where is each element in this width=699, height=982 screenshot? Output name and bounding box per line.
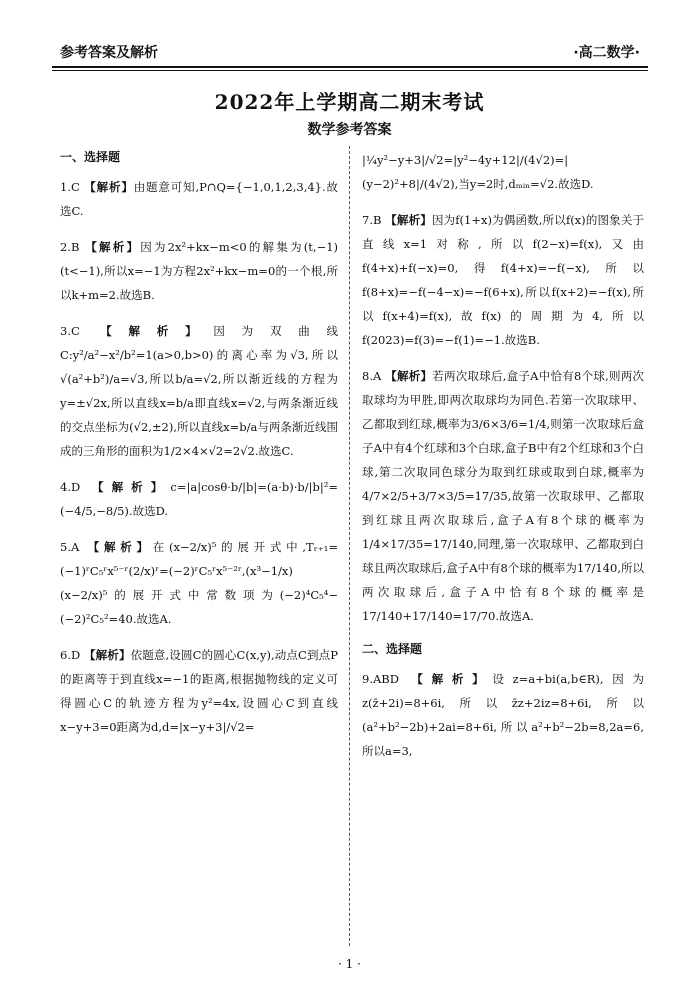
- analysis-tag: 【解析】: [91, 480, 171, 494]
- answer-text: 因为f(1+x)为偶函数,所以f(x)的图象关于直线x=1对称,所以f(2−x)=f(x),又由f(4+x)+f(−x)=0,得f(4+x)=−f(−x),所以f(8+x)=−f(−4−x)=−f(6+x),所以f(x+2)=−f(x),所以f(x+4)=f(x),故f(x)的周期为4,所以f(2023)=f(3)=−f(1)=−1.故选B.: [362, 213, 644, 347]
- answer-item: [60, 643, 338, 739]
- answer-item: [60, 175, 338, 223]
- analysis-tag: 【解析】: [385, 213, 432, 227]
- answer-item: [362, 667, 644, 763]
- answer-number: 1.C: [60, 180, 80, 194]
- header-left-label: 参考答案及解析: [60, 45, 158, 61]
- answer-item: [362, 208, 644, 352]
- left-column: [60, 148, 338, 751]
- analysis-tag: 【解析】: [100, 324, 214, 338]
- analysis-tag: 【解析】: [385, 369, 433, 383]
- answer-text: 设z=a+bi(a,b∈R),因为z(z̄+2i)=8+6i,所以z̄z+2iz=8+6i,所以(a²+b²−2b)+2ai=8+6i,所以a²+b²−2b=8,2a=6,所以a=3,: [362, 672, 645, 758]
- answer-number: 9.ABD: [362, 672, 399, 686]
- section-heading-2: 二、选择题: [362, 642, 423, 656]
- analysis-tag: 【解析】: [85, 240, 141, 254]
- answer-continuation: |¼y²−y+3|/√2=|y²−4y+12|/(4√2)=|(y−2)²+8|/(4√2),当y=2时,dₘᵢₙ=√2.故选D.: [362, 153, 594, 191]
- answer-item: [60, 235, 338, 307]
- answer-number: 6.D: [60, 648, 81, 662]
- answer-text: 因为2x²+kx−m<0的解集为(t,−1)(t<−1),所以x=−1为方程2x²+kx−m=0的一个根,所以k+m=2.故选B.: [60, 240, 339, 302]
- answer-item: [60, 535, 338, 631]
- answer-text: 由题意可知,P∩Q={−1,0,1,2,3,4}.故选C.: [60, 180, 339, 218]
- answer-item: [60, 475, 338, 523]
- section-heading-1: 一、选择题: [60, 150, 121, 164]
- answer-number: 2.B: [60, 240, 80, 254]
- answer-number: 8.A: [362, 369, 382, 383]
- page-number: · 1 ·: [338, 957, 361, 971]
- answer-text: 在(x−2/x)⁵的展开式中,Tᵣ₊₁=(−1)ʳC₅ʳx⁵⁻ʳ(2/x)ʳ=(−2)ʳC₅ʳx⁵⁻²ʳ,(x³−1/x)(x−2/x)⁵的展开式中常数项为(−2)⁴C₅⁴−(−2)²C₅²=40.故选A.: [60, 540, 339, 626]
- header-rule-thick: [52, 66, 648, 68]
- answer-item: [60, 319, 338, 463]
- answer-text: 因为双曲线C:y²/a²−x²/b²=1(a>0,b>0)的离心率为√3,所以√(a²+b²)/a=√3,所以b/a=√2,所以渐近线的方程为y=±√2x,所以直线x=b/a即直线x=√2,与两条渐近线的交点坐标为(√2,±2),所以直线x=b/a与两条渐近线围成的三角形的面积为1/2×4×√2=2√2.故选C.: [60, 324, 339, 458]
- header-rule-thin: [52, 70, 648, 71]
- answer-text: 若两次取球后,盒子A中恰有8个球,则两次取球均为甲胜,即两次取球均为同色.若第一次取球甲、乙都取到红球,概率为3/6×3/6=1/4,则第一次取球后盒子A中有4个红球和3个白球,盒子B中有2个红球和3个白球,第二次取同色球分为取到红球或取到白球,概率为4/7×2/5+3/7×3/5=17/35,故第一次取球甲、乙都取到红球且两次取球后,盒子A有8个球的概率为1/4×17/35=17/140,同理,第一次取球甲、乙都取到白球且两次取球后,盒子A中有8个球的概率为17/140,所以两次取球后,盒子A中恰有8个球的概率是17/140+17/140=17/70.故选A.: [362, 369, 645, 623]
- right-column: [362, 148, 644, 775]
- page-subtitle: 数学参考答案: [307, 122, 392, 138]
- answer-number: 4.D: [60, 480, 81, 494]
- answer-number: 7.B: [362, 213, 382, 227]
- analysis-tag: 【解析】: [84, 180, 134, 194]
- analysis-tag: 【解析】: [84, 648, 131, 662]
- answer-text: 依题意,设圆C的圆心C(x,y),动点C到点P的距离等于到直线x=−1的距离,根据抛物线的定义可得圆心C的轨迹方程为y²=4x,设圆心C到直线x−y+3=0距离为d,d=|x−y+3|/√2=: [60, 648, 339, 734]
- column-divider: [349, 146, 350, 946]
- answer-item: [362, 364, 644, 628]
- answer-number: 5.A: [60, 540, 80, 554]
- page-title: 2022年上学期高二期末考试: [214, 90, 485, 114]
- answer-number: 3.C: [60, 324, 80, 338]
- analysis-tag: 【解析】: [411, 672, 493, 686]
- answer-text: c=|a|cosθ·b/|b|=(a·b)·b/|b|²=(−4/5,−8/5).故选D.: [60, 480, 339, 518]
- header-right-label: ·高二数学·: [573, 45, 640, 61]
- analysis-tag: 【解析】: [87, 540, 153, 554]
